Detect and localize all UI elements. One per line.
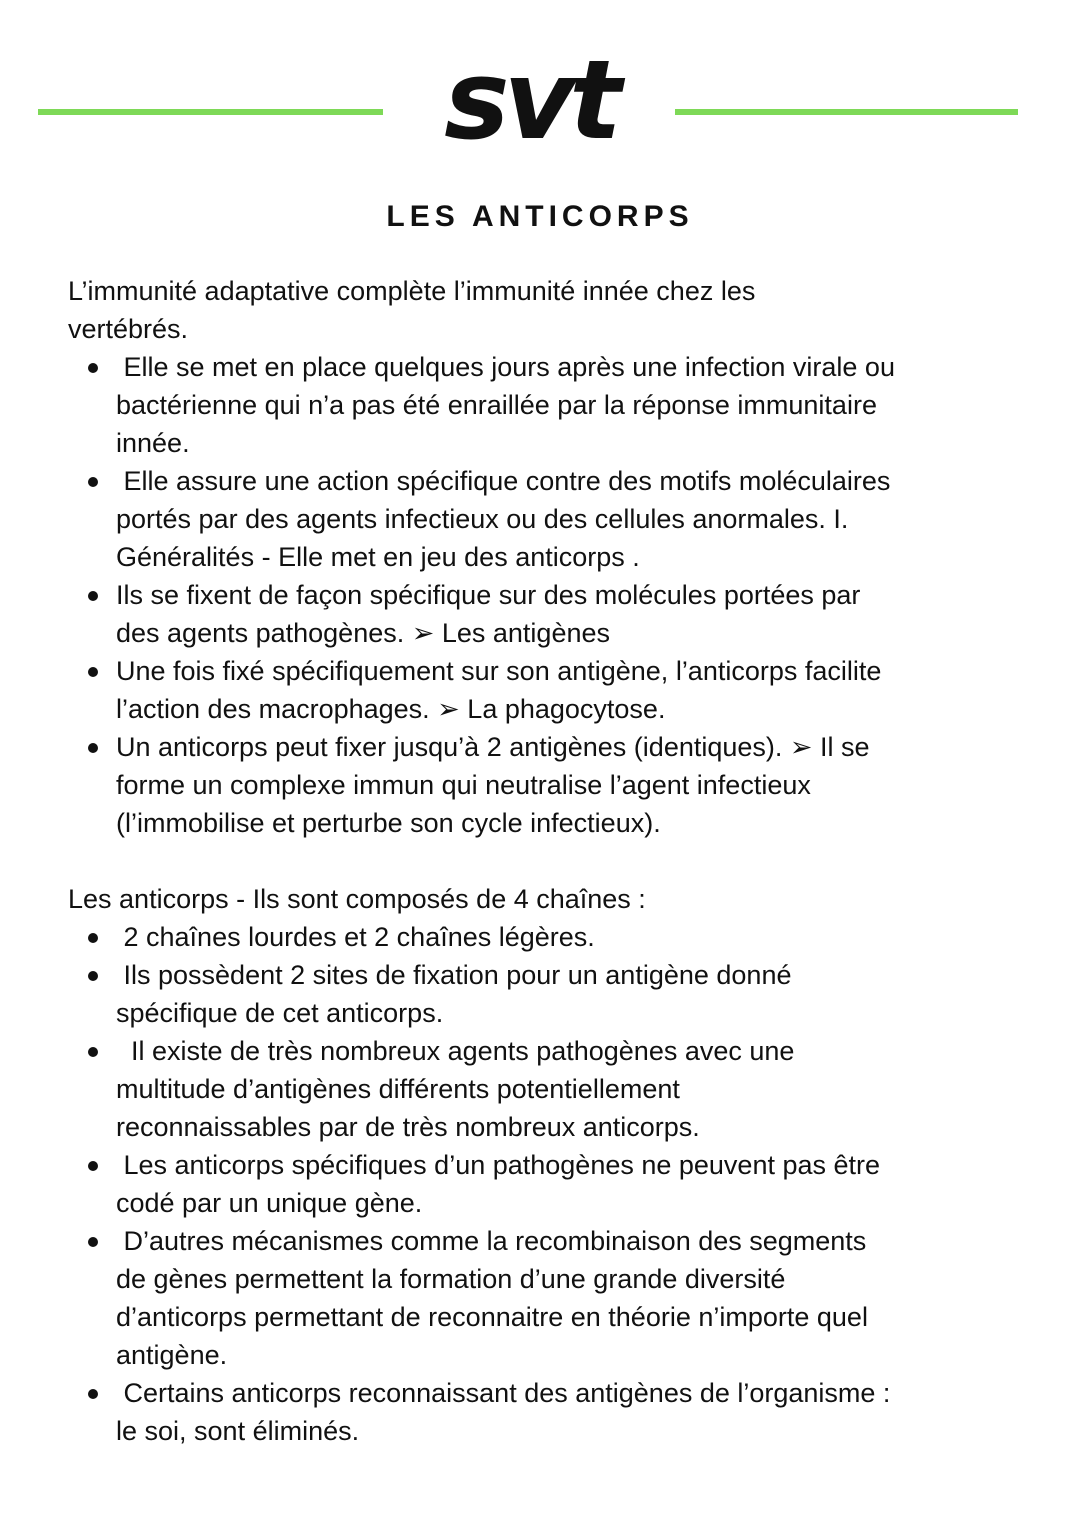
- list-item-line: bactérienne qui n’a pas été enraillée par la réponse immunitaire: [116, 390, 877, 420]
- bullet-icon: [88, 743, 98, 753]
- bullet-icon: [88, 363, 98, 373]
- list-item: [68, 1146, 1028, 1222]
- bullet-icon: [88, 1161, 98, 1171]
- list-item-line: portés par des agents infectieux ou des cellules anormales. I.: [116, 504, 849, 534]
- bullet-icon: [88, 971, 98, 981]
- intro-line: L’immunité adaptative complète l’immunité innée chez les: [68, 276, 756, 306]
- list-item-line: Elle se met en place quelques jours après une infection virale ou: [116, 352, 895, 382]
- list-item: [68, 652, 1028, 728]
- list-item: [68, 728, 1028, 842]
- list-item-line: l’action des macrophages. ➢ La phagocytose.: [116, 694, 666, 724]
- list-item-line: multitude d’antigènes différents potentiellement: [116, 1074, 680, 1104]
- list-item-line: innée.: [116, 428, 190, 458]
- list-item-line: (l’immobilise et perturbe son cycle infectieux).: [116, 808, 661, 838]
- list-item-line: antigène.: [116, 1340, 228, 1370]
- list-item-line: Ils se fixent de façon spécifique sur des molécules portées par: [116, 580, 861, 610]
- bullet-list: [68, 918, 1028, 1450]
- list-item-line: Une fois fixé spécifiquement sur son antigène, l’anticorps facilite: [116, 656, 882, 686]
- section-antibodies: [68, 880, 1028, 1450]
- list-item-line: reconnaissables par de très nombreux anticorps.: [116, 1112, 700, 1142]
- list-item: [68, 1374, 1028, 1450]
- bullet-icon: [88, 1237, 98, 1247]
- list-item: [68, 348, 1028, 462]
- list-item-line: Elle assure une action spécifique contre des motifs moléculaires: [116, 466, 891, 496]
- list-item-line: Certains anticorps reconnaissant des antigènes de l’organisme :: [116, 1378, 891, 1408]
- list-item-line: Ils possèdent 2 sites de fixation pour un antigène donné: [116, 960, 792, 990]
- left-accent-rule: [38, 109, 383, 115]
- intro-line: vertébrés.: [68, 314, 189, 344]
- bullet-icon: [88, 591, 98, 601]
- list-item-line: de gènes permettent la formation d’une grande diversité: [116, 1264, 786, 1294]
- list-item: [68, 918, 1028, 956]
- list-item-line: Un anticorps peut fixer jusqu’à 2 antigènes (identiques). ➢ Il se: [116, 732, 870, 762]
- list-item: [68, 576, 1028, 652]
- bullet-icon: [88, 667, 98, 677]
- section-adaptive-immunity: [68, 272, 1028, 842]
- right-accent-rule: [675, 109, 1018, 115]
- list-item-line: D’autres mécanismes comme la recombinaison des segments: [116, 1226, 867, 1256]
- list-item: [68, 1032, 1028, 1146]
- list-item-line: spécifique de cet anticorps.: [116, 998, 444, 1028]
- list-item-line: Les anticorps spécifiques d’un pathogènes ne peuvent pas être: [116, 1150, 881, 1180]
- list-item-line: le soi, sont éliminés.: [116, 1416, 360, 1446]
- intro-line: Les anticorps - Ils sont composés de 4 chaînes :: [68, 884, 646, 914]
- list-item-line: 2 chaînes lourdes et 2 chaînes légères.: [116, 922, 595, 952]
- list-item-line: Généralités - Elle met en jeu des anticorps .: [116, 542, 640, 572]
- svt-logo: svt: [444, 36, 616, 164]
- bullet-icon: [88, 1047, 98, 1057]
- list-item-line: forme un complexe immun qui neutralise l’agent infectieux: [116, 770, 811, 800]
- list-item: [68, 956, 1028, 1032]
- list-item-line: Il existe de très nombreux agents pathogènes avec une: [116, 1036, 795, 1066]
- list-item: [68, 462, 1028, 576]
- list-item: [68, 1222, 1028, 1374]
- bullet-icon: [88, 1389, 98, 1399]
- list-item-line: d’anticorps permettant de reconnaitre en théorie n’importe quel: [116, 1302, 868, 1332]
- bullet-icon: [88, 477, 98, 487]
- bullet-icon: [88, 933, 98, 943]
- list-item-line: codé par un unique gène.: [116, 1188, 423, 1218]
- page-title: LES ANTICORPS: [386, 200, 694, 233]
- bullet-list: [68, 348, 1028, 842]
- list-item-line: des agents pathogènes. ➢ Les antigènes: [116, 618, 610, 648]
